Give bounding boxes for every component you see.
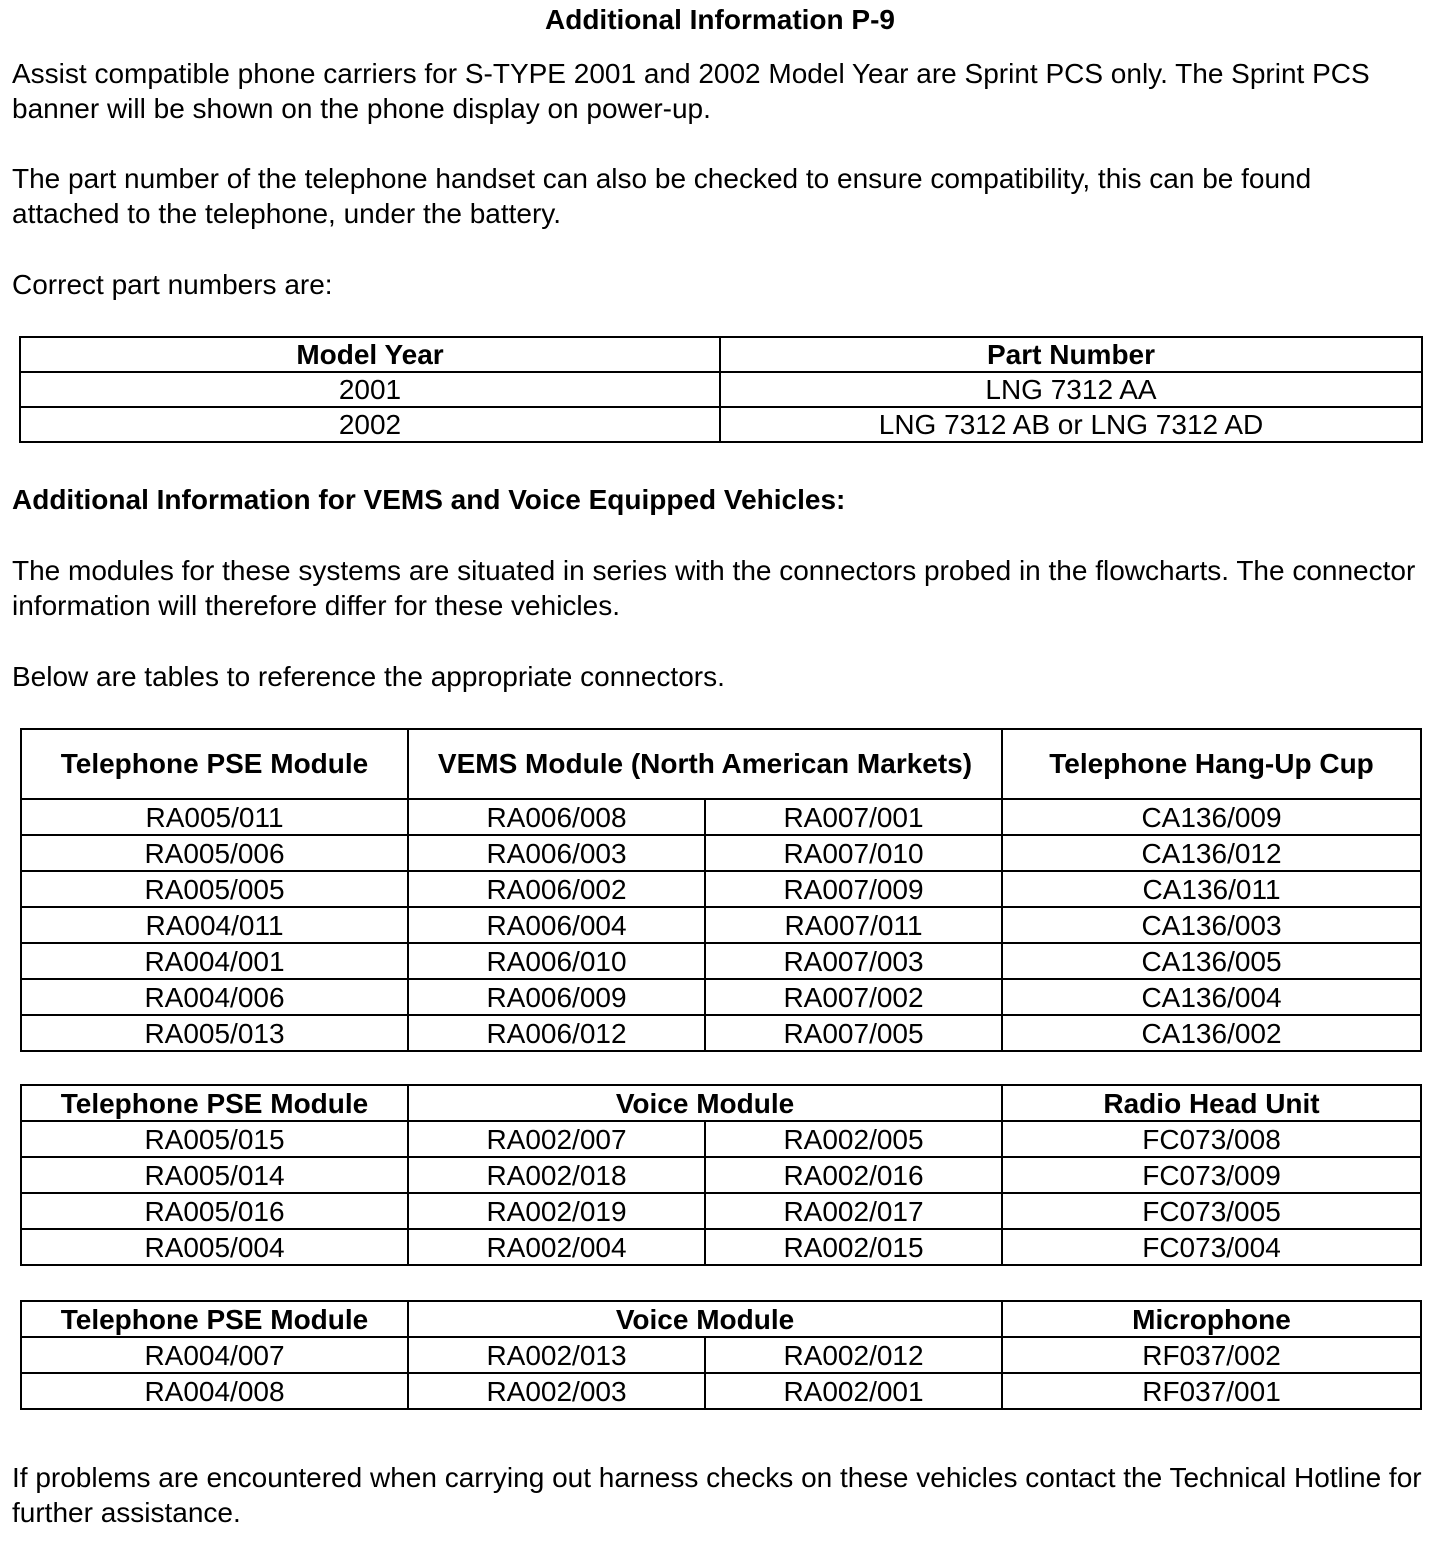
table-row: [21, 979, 1421, 1015]
table-row: [20, 372, 1422, 407]
table-cell: RA002/013: [408, 1337, 705, 1373]
table-header-row: [21, 729, 1421, 799]
intro-paragraph: Assist compatible phone carriers for S-TYPE 2001 and 2002 Model Year are Sprint PCS only. The Sprint PCS banner will be shown on the phone display on power-up.: [12, 58, 1370, 124]
table-cell: RA007/010: [705, 835, 1002, 871]
column-header: VEMS Module (North American Markets): [408, 729, 1002, 799]
table-cell: RA007/009: [705, 871, 1002, 907]
part-number-paragraph: The part number of the telephone handset can also be checked to ensure compatibility, this can be found attached to the telephone, under the battery.: [12, 163, 1312, 229]
table-cell: CA136/009: [1002, 799, 1421, 835]
table-cell: RA006/003: [408, 835, 705, 871]
column-header: Telephone PSE Module: [21, 729, 408, 799]
table-cell: RA002/017: [705, 1193, 1002, 1229]
page-title: Additional Information P-9: [545, 4, 895, 35]
table-cell: RA002/003: [408, 1373, 705, 1409]
table-cell: CA136/005: [1002, 943, 1421, 979]
table-cell: 2002: [20, 407, 720, 442]
table-cell: RF037/002: [1002, 1337, 1421, 1373]
table-cell: RA004/001: [21, 943, 408, 979]
table-cell: RA007/005: [705, 1015, 1002, 1051]
table-cell: LNG 7312 AB or LNG 7312 AD: [720, 407, 1422, 442]
table-cell: RA005/005: [21, 871, 408, 907]
table-cell: RA006/004: [408, 907, 705, 943]
closing-paragraph: If problems are encountered when carrying out harness checks on these vehicles contact the Technical Hotline for further assistance.: [12, 1462, 1422, 1528]
table-row: [21, 1121, 1421, 1157]
table-cell: CA136/003: [1002, 907, 1421, 943]
table-cell: RA004/011: [21, 907, 408, 943]
table-cell: RA005/016: [21, 1193, 408, 1229]
table-header-row: [21, 1085, 1421, 1121]
table-row: [21, 943, 1421, 979]
section-heading: Additional Information for VEMS and Voice Equipped Vehicles:: [12, 484, 846, 515]
table-cell: RA002/016: [705, 1157, 1002, 1193]
table-row: [21, 871, 1421, 907]
table-row: [21, 1337, 1421, 1373]
table-cell: RF037/001: [1002, 1373, 1421, 1409]
table-cell: FC073/005: [1002, 1193, 1421, 1229]
table-row: [21, 1373, 1421, 1409]
column-header: Telephone PSE Module: [21, 1301, 408, 1337]
vems-connector-table: [20, 728, 1422, 1052]
column-header: Voice Module: [408, 1301, 1002, 1337]
table-cell: RA002/019: [408, 1193, 705, 1229]
table-cell: LNG 7312 AA: [720, 372, 1422, 407]
table-row: [21, 799, 1421, 835]
table-cell: RA006/009: [408, 979, 705, 1015]
table-row: [21, 1015, 1421, 1051]
table-cell: RA004/007: [21, 1337, 408, 1373]
column-header: Radio Head Unit: [1002, 1085, 1421, 1121]
table-cell: RA007/001: [705, 799, 1002, 835]
table-cell: RA002/004: [408, 1229, 705, 1265]
table-header-row: [21, 1301, 1421, 1337]
correct-parts-label: Correct part numbers are:: [12, 269, 333, 300]
table-header-row: [20, 337, 1422, 372]
modules-paragraph: The modules for these systems are situated in series with the connectors probed in the flowcharts. The connector information will therefore differ for these vehicles.: [12, 555, 1416, 621]
table-cell: RA002/015: [705, 1229, 1002, 1265]
table-cell: RA007/003: [705, 943, 1002, 979]
column-header: Voice Module: [408, 1085, 1002, 1121]
part-numbers-table: [19, 336, 1423, 443]
table-cell: RA005/014: [21, 1157, 408, 1193]
table-cell: FC073/008: [1002, 1121, 1421, 1157]
table-row: [21, 1193, 1421, 1229]
column-header: Microphone: [1002, 1301, 1421, 1337]
table-cell: RA002/005: [705, 1121, 1002, 1157]
table-cell: RA005/004: [21, 1229, 408, 1265]
tables-intro-paragraph: Below are tables to reference the appropriate connectors.: [12, 661, 725, 692]
voice-radio-connector-table: [20, 1084, 1422, 1266]
column-header: Telephone Hang-Up Cup: [1002, 729, 1421, 799]
table-row: [20, 407, 1422, 442]
table-cell: RA002/012: [705, 1337, 1002, 1373]
table-cell: FC073/009: [1002, 1157, 1421, 1193]
table-row: [21, 1229, 1421, 1265]
table-cell: RA004/008: [21, 1373, 408, 1409]
table-cell: RA002/018: [408, 1157, 705, 1193]
voice-microphone-connector-table: [20, 1300, 1422, 1410]
table-cell: FC073/004: [1002, 1229, 1421, 1265]
column-header: Telephone PSE Module: [21, 1085, 408, 1121]
table-cell: RA002/001: [705, 1373, 1002, 1409]
table-cell: CA136/002: [1002, 1015, 1421, 1051]
table-cell: RA006/002: [408, 871, 705, 907]
table-row: [21, 907, 1421, 943]
table-cell: RA006/010: [408, 943, 705, 979]
table-cell: CA136/004: [1002, 979, 1421, 1015]
table-cell: RA005/015: [21, 1121, 408, 1157]
table-cell: 2001: [20, 372, 720, 407]
table-cell: CA136/011: [1002, 871, 1421, 907]
table-cell: RA007/011: [705, 907, 1002, 943]
table-cell: RA005/011: [21, 799, 408, 835]
column-header: Part Number: [720, 337, 1422, 372]
table-cell: RA006/008: [408, 799, 705, 835]
table-cell: RA004/006: [21, 979, 408, 1015]
table-row: [21, 1157, 1421, 1193]
table-cell: RA005/006: [21, 835, 408, 871]
column-header: Model Year: [20, 337, 720, 372]
table-cell: RA005/013: [21, 1015, 408, 1051]
table-cell: CA136/012: [1002, 835, 1421, 871]
table-cell: RA002/007: [408, 1121, 705, 1157]
table-cell: RA007/002: [705, 979, 1002, 1015]
table-cell: RA006/012: [408, 1015, 705, 1051]
table-row: [21, 835, 1421, 871]
